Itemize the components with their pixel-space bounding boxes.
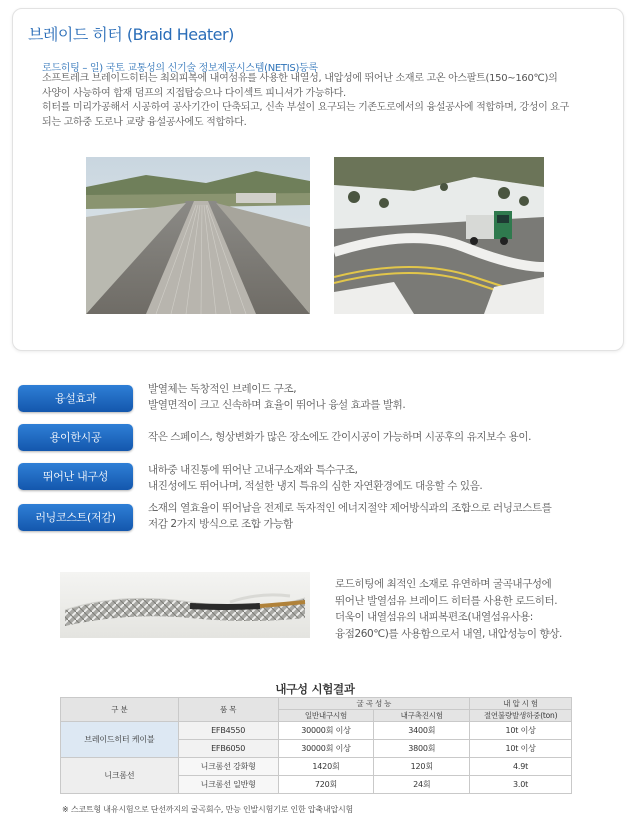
row-accelerated: 3400회 (374, 722, 470, 740)
braid-line: 로드히팅에 최적인 소재로 유연하며 굴곡내구성에 (335, 578, 552, 590)
row-category: 브레이드히터 케이블 (61, 722, 179, 758)
row-general: 720회 (278, 776, 374, 794)
row-pressure: 10t 이상 (470, 722, 572, 740)
row-accelerated: 24회 (374, 776, 470, 794)
header-product: 품 목 (178, 698, 278, 722)
row-product: EFB4550 (178, 722, 278, 740)
table-header-row (61, 698, 572, 710)
row-accelerated: 120회 (374, 758, 470, 776)
feature-line: 저감 2가지 방식으로 조합 가능함 (148, 518, 293, 530)
row-product: 니크롬선 강화형 (178, 758, 278, 776)
feature-button-easy-install[interactable]: 용이한시공 (18, 424, 133, 451)
header-insulation: 절연불량발생하중(ton) (470, 710, 572, 722)
feature-text-easy-install (148, 429, 531, 445)
feature-button-durability[interactable]: 뛰어난 내구성 (18, 463, 133, 490)
feature-text-running-cost (148, 500, 551, 532)
braid-line: 뛰어난 발열섬유 브레이드 히터를 사용한 로드히터. (335, 594, 558, 607)
description-line: 되는 고하중 도로나 교량 융설공사에도 적합하다. (42, 116, 247, 128)
braid-description (335, 576, 562, 642)
row-pressure: 3.0t (470, 776, 572, 794)
row-general: 30000회 이상 (278, 740, 374, 758)
durability-results-table (60, 697, 572, 794)
row-category: 니크롬선 (61, 758, 179, 794)
description-line: 소프트레크 브레이드히터는 최외피복에 내여섬유를 사용한 내열성, 내압성에 뛰어난 소재로 고온 아스팔트(150~160℃)의 (42, 73, 558, 84)
feature-text-snow-melting (148, 381, 405, 413)
description-line: 히터를 미리가공해서 시공하여 공사기간이 단축되고, 신속 부설이 요구되는 기존도로에서의 융설공사에 적합하며, 강성이 요구 (42, 102, 570, 113)
table-row (61, 722, 572, 740)
table-row (61, 758, 572, 776)
header-general: 일반내구시험 (278, 710, 374, 722)
braid-line: 더욱이 내열섬유의 내피복편조(내열섬유사용: (335, 611, 533, 623)
row-product: 니크롬선 일반형 (178, 776, 278, 794)
feature-button-running-cost[interactable]: 러닝코스트(저감) (18, 504, 133, 531)
page-title: 브레이드 히터 (Braid Heater) (28, 25, 234, 44)
row-accelerated: 3800회 (374, 740, 470, 758)
header-bending: 굴 곡 성 능 (278, 698, 470, 710)
feature-line: 소재의 열효율이 뛰어남을 전제로 독자적인 에너지절약 제어방식과의 조합으로 러닝코스트를 (148, 502, 552, 514)
feature-line: 내진성에도 뛰어나며, 적설한 냉지 특유의 심한 자연환경에도 대응할 수 있음. (148, 480, 483, 492)
row-general: 30000회 이상 (278, 722, 374, 740)
feature-text-durability (148, 462, 482, 494)
braid-cable-photo (60, 572, 310, 638)
feature-line: 발열체는 독창적인 브레이드 구조, (148, 383, 297, 395)
row-pressure: 10t 이상 (470, 740, 572, 758)
feature-line: 내하중 내진통에 뛰어난 고내구소재와 특수구조, (148, 464, 358, 476)
road-installation-photo (86, 157, 310, 314)
snow-road-truck-photo (334, 157, 544, 314)
header-category: 구 분 (61, 698, 179, 722)
row-general: 1420회 (278, 758, 374, 776)
feature-line: 발열면적이 크고 신속하며 효율이 뛰어나 융설 효과를 발휘. (148, 399, 406, 411)
header-accelerated: 내구촉진시험 (374, 710, 470, 722)
feature-line: 작은 스페이스, 형상변화가 많은 장소에도 간이시공이 가능하며 시공후의 유지보수 용이. (148, 431, 532, 443)
row-pressure: 4.9t (470, 758, 572, 776)
description-line: 사양이 사능하여 합재 덤프의 지접탑승으나 다이섹트 피니셔가 가능하다. (42, 87, 346, 99)
product-description (42, 72, 602, 130)
braid-line: 융점260℃)를 사용함으로서 내열, 내압성능이 향상. (335, 627, 562, 640)
feature-button-snow-melting[interactable]: 융설효과 (18, 385, 133, 412)
table-title: 내구성 시험결과 (275, 682, 355, 696)
table-footnote: ※ 스코트형 내유시험으로 단선까지의 굴곡회수, 만능 인발시험기로 인한 압축내압시험 (62, 805, 354, 814)
header-pressure: 내 압 시 험 (470, 698, 572, 710)
netis-subtitle: 로드히팅 – 일) 국토 교통성의 신기술 정보제공시스템(NETIS)등록 (42, 63, 318, 74)
row-product: EFB6050 (178, 740, 278, 758)
